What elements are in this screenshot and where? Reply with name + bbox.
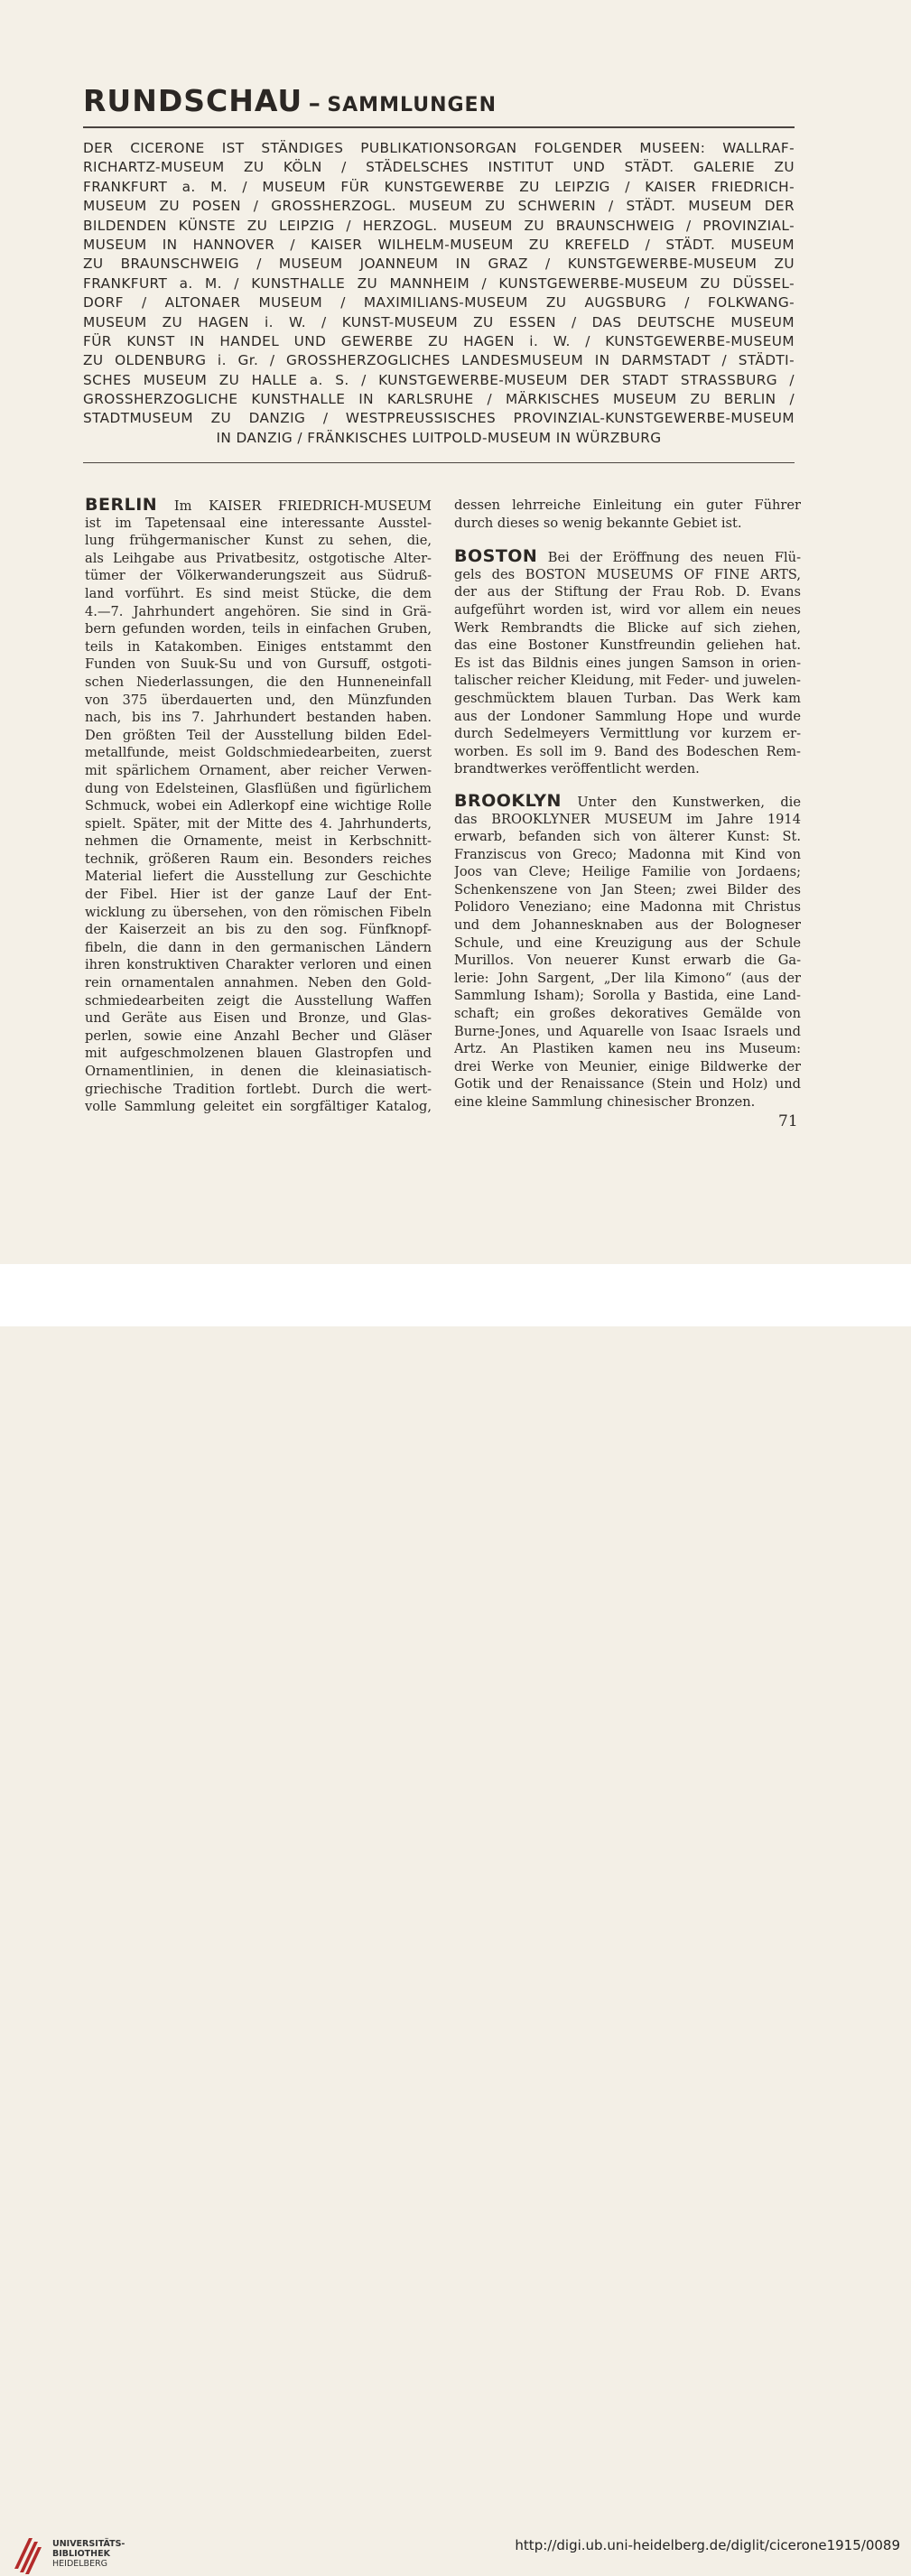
library-line-2: BIBLIOTHEK (52, 2549, 110, 2559)
text-line: tümer der Völkerwanderungszeit aus Südruß- (85, 568, 432, 584)
text-line: dung von Edelsteinen, Glasflüßen und figürlichem (85, 780, 432, 796)
text-line: ist im Tapetensaal eine interessante Ausstel- (85, 515, 432, 531)
text-line: Werk Rembrandts die Blicke auf sich ziehen, (454, 619, 801, 636)
brooklyn-paragraph (454, 811, 801, 1111)
text-line: Schmuck, wobei ein Adlerkopf eine wichtige Rolle (85, 798, 432, 814)
library-line-1: UNIVERSITÄTS- (52, 2539, 125, 2549)
text-line: erwarb, befanden sich von älterer Kunst: St. (454, 829, 801, 845)
text-line: gels des BOSTON MUSEUMS OF FINE ARTS, (454, 566, 801, 582)
text-line: drei Werke von Meunier, einige Bildwerke der (454, 1058, 801, 1074)
right-column (454, 497, 801, 1111)
text-line: Schule, und eine Kreuzigung aus der Schule (454, 935, 801, 951)
text-line: perlen, sowie eine Anzahl Becher und Gläser (85, 1028, 432, 1044)
text-line: griechische Tradition fortlebt. Durch die wert- (85, 1081, 432, 1097)
museum-list-line: RICHARTZ-MUSEUM ZU KÖLN / STÄDELSCHES INSTITUT UND STÄDT. GALERIE ZU (83, 159, 795, 176)
text-line: mit aufgeschmolzenen blauen Glastropfen und (85, 1046, 432, 1062)
text-line: das BROOKLYNER MUSEUM im Jahre 1914 (454, 811, 801, 827)
source-url-link[interactable]: http://digi.ub.uni-heidelberg.de/diglit/cicerone1915/0089 (515, 2537, 900, 2553)
boston-lead: Bei der Eröffnung des neuen Flü- (537, 550, 801, 566)
page-title (83, 83, 497, 118)
text-line: lung frühgermanischer Kunst zu sehen, die, (85, 533, 432, 549)
brooklyn-first-line (454, 793, 801, 811)
museum-list-line: IN DANZIG / FRÄNKISCHES LUITPOLD-MUSEUM IN WÜRZBURG (216, 429, 662, 446)
spacer (454, 778, 801, 793)
page-number: 71 (778, 1112, 798, 1130)
text-line: mit spärlichem Ornament, aber reicher Verwen- (85, 762, 432, 778)
text-line: Franziscus von Greco; Madonna mit Kind von (454, 846, 801, 862)
text-line: metallfunde, meist Goldschmiedearbeiten, zuerst (85, 745, 432, 761)
text-line: rein ornamentalen annahmen. Neben den Gold- (85, 975, 432, 991)
museum-list-line: DER CICERONE IST STÄNDIGES PUBLIKATIONSORGAN FOLGENDER MUSEEN: WALLRAF- (83, 140, 795, 156)
text-line: ihren konstruktiven Charakter verloren und einen (85, 957, 432, 973)
museum-list-line: ZU OLDENBURG i. Gr. / GROSSHERZOGLICHES LANDESMUSEUM IN DARMSTADT / STÄDTI- (83, 352, 795, 369)
text-line: aufgeführt worden ist, wird vor allem ein neues (454, 601, 801, 618)
museum-list-line: SCHES MUSEUM ZU HALLE a. S. / KUNSTGEWERBE-MUSEUM DER STADT STRASSBURG / (83, 371, 795, 388)
text-line: aus der Londoner Sammlung Hope und wurde (454, 708, 801, 724)
library-logo-icon (11, 2533, 47, 2576)
text-line: von 375 überdauerten und, den Münzfunden (85, 692, 432, 708)
berlin-keyword: BERLIN (85, 497, 158, 515)
museum-list-line: BILDENDEN KÜNSTE ZU LEIPZIG / HERZOGL. MUSEUM ZU BRAUNSCHWEIG / PROVINZIAL- (83, 217, 795, 234)
spacer (454, 532, 801, 548)
text-line: wicklung zu übersehen, von den römischen Fibeln (85, 904, 432, 920)
text-line: Material liefert die Ausstellung zur Geschichte (85, 869, 432, 885)
text-line: eine kleine Sammlung chinesischer Bronzen. (454, 1094, 756, 1110)
text-line: Gotik und der Renaissance (Stein und Holz) und (454, 1076, 801, 1093)
brooklyn-keyword: BROOKLYN (454, 792, 562, 811)
text-line: als Leihgabe aus Privatbesitz, ostgotische Alter- (85, 550, 432, 566)
text-line: geschmücktem blauen Turban. Das Werk kam (454, 690, 801, 706)
text-line: talischer reicher Kleidung, mit Feder- und juwelen- (454, 673, 801, 689)
text-line: 4.—7. Jahrhundert angehören. Sie sind in Grä- (85, 603, 432, 619)
text-line: fibeln, die dann in den germanischen Ländern (85, 939, 432, 955)
text-line: lerie: John Sargent, „Der lila Kimono“ (aus der (454, 970, 801, 986)
boston-paragraph (454, 566, 801, 778)
museum-list-line: STADTMUSEUM ZU DANZIG / WESTPREUSSISCHES PROVINZIAL-KUNSTGEWERBE-MUSEUM (83, 410, 795, 427)
library-line-3: HEIDELBERG (52, 2559, 108, 2569)
document-page (0, 0, 911, 1264)
berlin-continuation (454, 497, 801, 532)
left-column (85, 497, 432, 1116)
boston-keyword: BOSTON (454, 548, 538, 566)
museum-list-line: MUSEUM ZU HAGEN i. W. / KUNST-MUSEUM ZU ESSEN / DAS DEUTSCHE MUSEUM (83, 313, 795, 330)
museum-list-line: MUSEUM ZU POSEN / GROSSHERZOGL. MUSEUM ZU SCHWERIN / STÄDT. MUSEUM DER (83, 198, 795, 215)
text-line: Polidoro Veneziano; eine Madonna mit Christus (454, 899, 801, 916)
title-dash: – (308, 90, 321, 117)
text-line: der aus der Stiftung der Frau Rob. D. Evans (454, 584, 801, 600)
text-line: Es ist das Bildnis eines jungen Samson in orien- (454, 655, 801, 671)
text-line: schaft; ein großes dekoratives Gemälde von (454, 1006, 801, 1022)
top-divider (83, 126, 795, 128)
text-line: bern gefunden worden, teils in einfachen Gruben, (85, 621, 432, 637)
text-line: brandtwerkes veröffentlicht werden. (454, 761, 700, 777)
text-line: Sammlung Isham); Sorolla y Bastida, eine Land- (454, 988, 801, 1004)
text-line: teils in Katakomben. Einiges entstammt den (85, 638, 432, 655)
text-line: nach, bis ins 7. Jahrhundert bestanden haben. (85, 710, 432, 726)
text-line: land vorführt. Es sind meist Stücke, die dem (85, 585, 432, 601)
text-line: durch dieses so wenig bekannte Gebiet ist. (454, 515, 742, 531)
title-main: RUNDSCHAU (83, 83, 303, 118)
section-divider (83, 462, 795, 463)
brooklyn-lead: Unter den Kunstwerken, die (561, 794, 801, 810)
text-line: volle Sammlung geleitet ein sorgfältiger Katalog, (85, 1099, 432, 1115)
text-line: Joos van Cleve; Heilige Familie von Jordaens; (454, 864, 801, 880)
title-sub: SAMMLUNGEN (327, 94, 497, 116)
text-line: schen Niederlassungen, die den Hunneneinfall (85, 674, 432, 690)
museum-list-line: MUSEUM IN HANNOVER / KAISER WILHELM-MUSEUM ZU KREFELD / STÄDT. MUSEUM (83, 236, 795, 253)
museum-list-line: ZU BRAUNSCHWEIG / MUSEUM JOANNEUM IN GRAZ / KUNSTGEWERBE-MUSEUM ZU (83, 256, 795, 273)
text-line: und Geräte aus Eisen und Bronze, und Glas- (85, 1010, 432, 1027)
text-line: dessen lehrreiche Einleitung ein guter Führer (454, 498, 801, 513)
text-line: durch Sedelmeyers Vermittlung vor kurzem er- (454, 726, 801, 742)
text-line: Schenkenszene von Jan Steen; zwei Bilder des (454, 881, 801, 897)
museum-list-line: DORF / ALTONAER MUSEUM / MAXIMILIANS-MUSEUM ZU AUGSBURG / FOLKWANG- (83, 294, 795, 312)
library-name (52, 2539, 125, 2569)
text-line: Burne-Jones, und Aquarelle von Isaac Israels und (454, 1023, 801, 1039)
text-line: technik, größeren Raum ein. Besonders reiches (85, 851, 432, 867)
text-line: worben. Es soll im 9. Band des Bodeschen Rem- (454, 743, 801, 759)
berlin-first-line (85, 497, 432, 515)
text-line: nehmen die Ornamente, meist in Kerbschnitt- (85, 833, 432, 850)
text-line: das eine Bostoner Kunstfreundin geliehen hat. (454, 637, 801, 654)
museum-list-line: FÜR KUNST IN HANDEL UND GEWERBE ZU HAGEN i. W. / KUNSTGEWERBE-MUSEUM (83, 332, 795, 349)
text-line: und dem Johannesknaben aus der Bologneser (454, 917, 801, 934)
text-line: schmiedearbeiten zeigt die Ausstellung Waffen (85, 992, 432, 1009)
text-line: spielt. Später, mit der Mitte des 4. Jahrhunderts, (85, 815, 432, 832)
boston-first-line (454, 548, 801, 566)
text-line: der Kaiserzeit an bis zu den sog. Fünfknopf- (85, 922, 432, 938)
berlin-paragraph (85, 515, 432, 1116)
text-line: Funden von Suuk-Su und von Gursuff, ostgoti- (85, 656, 432, 673)
text-line: der Fibel. Hier ist der ganze Lauf der Ent- (85, 887, 432, 903)
text-line: Den größten Teil der Ausstellung bilden Edel- (85, 727, 432, 743)
text-line: Artz. An Plastiken kamen neu ins Museum: (454, 1041, 801, 1057)
text-line: Ornamentlinien, in denen die kleinasiatisch- (85, 1064, 432, 1079)
museum-list-line: FRANKFURT a. M. / MUSEUM FÜR KUNSTGEWERBE ZU LEIPZIG / KAISER FRIEDRICH- (83, 178, 795, 195)
museum-list-line: FRANKFURT a. M. / KUNSTHALLE ZU MANNHEIM / KUNSTGEWERBE-MUSEUM ZU DÜSSEL- (83, 274, 795, 292)
museum-list-line: GROSSHERZOGLICHE KUNSTHALLE IN KARLSRUHE / MÄRKISCHES MUSEUM ZU BERLIN / (83, 391, 795, 408)
museum-list (83, 139, 795, 448)
footer-bar (0, 1264, 911, 2569)
text-line: Murillos. Von neuerer Kunst erwarb die Ga- (454, 953, 801, 969)
berlin-lead: Im KAISER FRIEDRICH-MUSEUM (157, 498, 432, 514)
